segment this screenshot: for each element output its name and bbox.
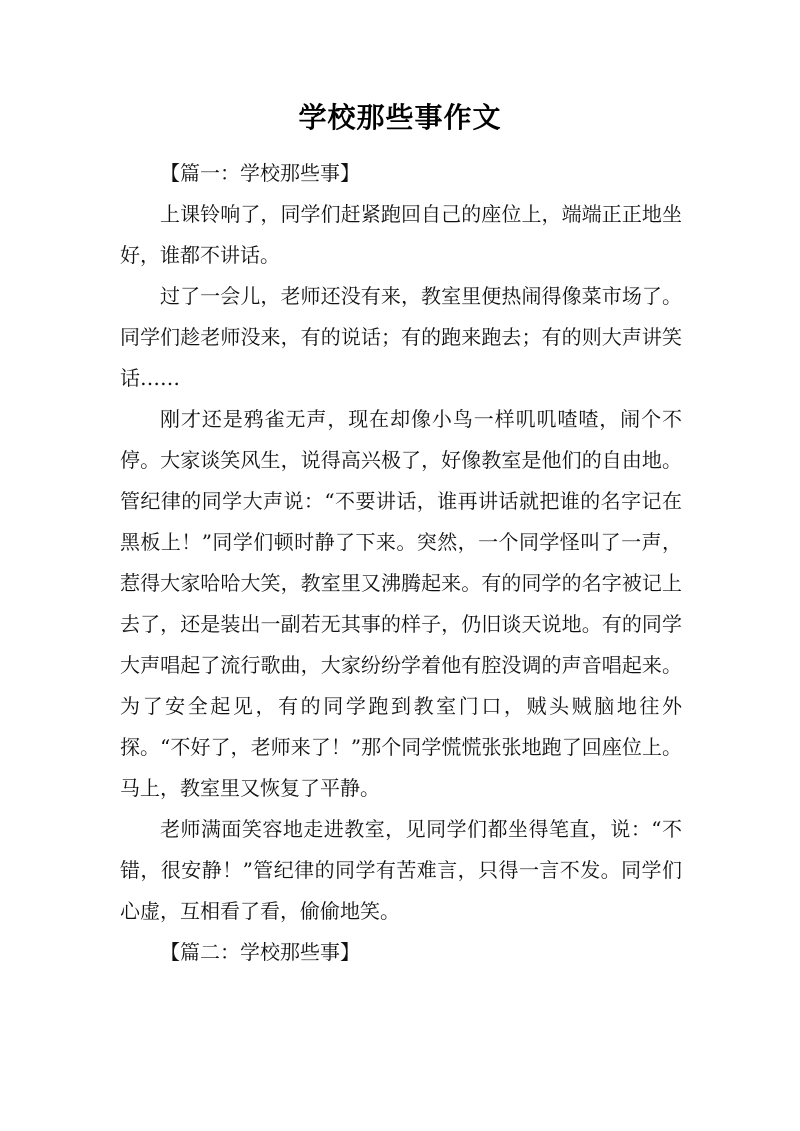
- paragraph-2: 过了一会儿，老师还没有来，教室里便热闹得像菜市场了。同学们趁老师没来，有的说话；有的跑来跑去；有的则大声讲笑话……: [120, 284, 682, 390]
- paragraph-3: 刚才还是鸦雀无声，现在却像小鸟一样叽叽喳喳，闹个不停。大家谈笑风生，说得高兴极了，好像教室是他们的自由地。管纪律的同学大声说：“不要讲话，谁再讲话就把谁的名字记在黑板上！”同学们顿时静了下来。突然，一个同学怪叫了一声，惹得大家哈哈大笑，教室里又沸腾起来。有的同学的名字被记上去了，还是装出一副若无其事的样子，仍旧谈天说地。有的同学大声唱起了流行歌曲，大家纷纷学着他有腔没调的声音唱起来。为了安全起见，有的同学跑到教室门口，贼头贼脑地往外探。“不好了，老师来了！”那个同学慌慌张张地跑了回座位上。马上，教室里又恢复了平静。: [120, 407, 682, 800]
- paragraph-4: 老师满面笑容地走进教室，见同学们都坐得笔直，说：“不错，很安静！”管纪律的同学有苦难言，只得一言不发。同学们心虚，互相看了看，偷偷地笑。: [120, 817, 682, 923]
- document-title: 学校那些事作文: [298, 101, 502, 134]
- document-body: [120, 153, 682, 973]
- paragraph-1: 上课铃响了，同学们赶紧跑回自己的座位上，端端正正地坐好，谁都不讲话。: [120, 202, 682, 267]
- section-heading-1: 【篇一：学校那些事】: [160, 161, 360, 185]
- section-heading-2: 【篇二：学校那些事】: [160, 940, 360, 964]
